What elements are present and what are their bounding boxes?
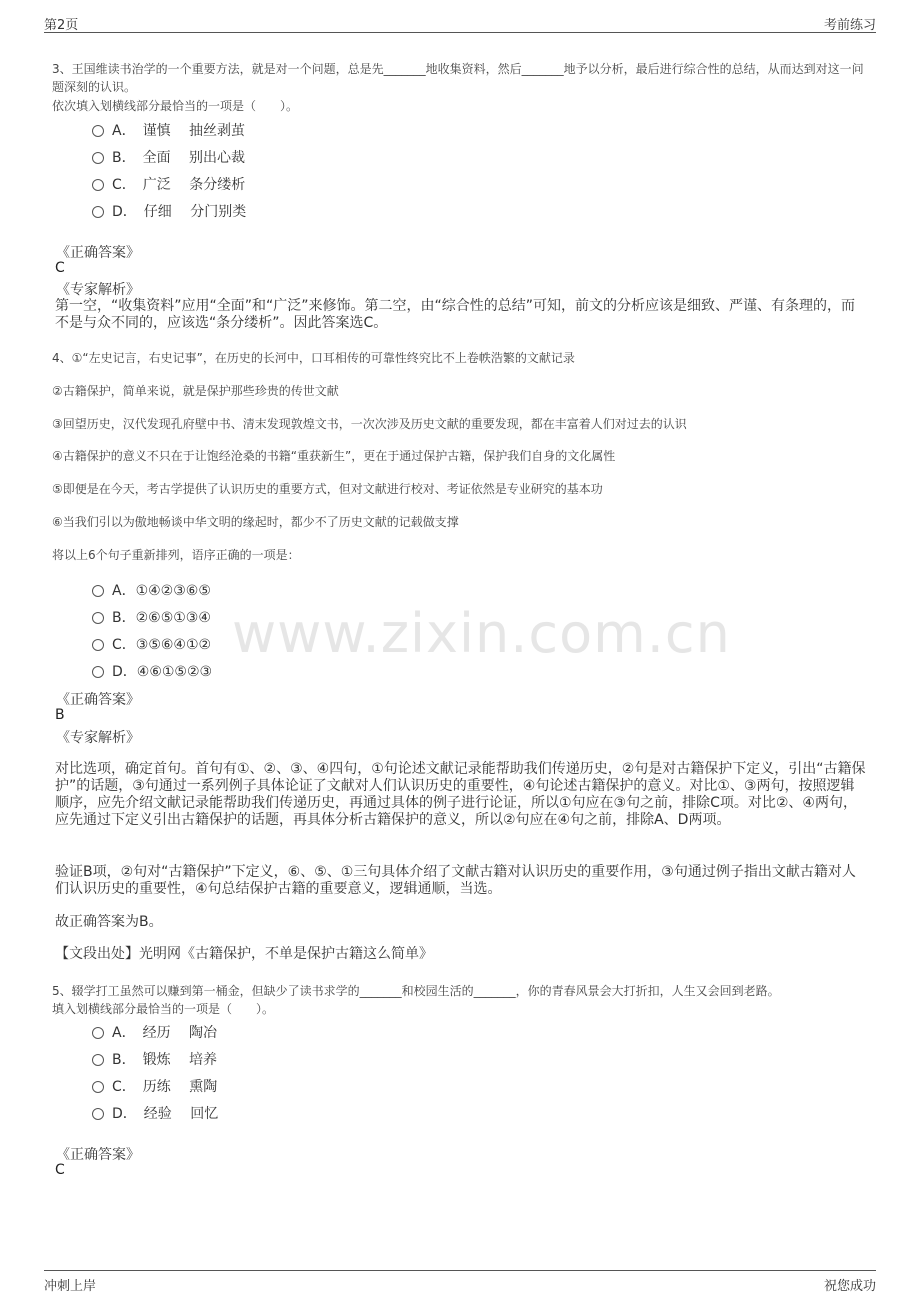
q3-option-a-label: A． 谨慎 抽丝剥茧 (112, 123, 246, 139)
radio-icon[interactable] (92, 1027, 104, 1039)
q4-option-d-label: D．④⑥①⑤②③ (112, 664, 213, 680)
q5-option-c-label: C． 历练 熏陶 (112, 1079, 218, 1095)
q4-option-b-label: B．②⑥⑤①③④ (112, 610, 211, 626)
page-footer (44, 1270, 876, 1297)
radio-icon[interactable] (92, 152, 104, 164)
q3-answer-label: 《正确答案》 (56, 245, 140, 261)
q3-option-b-label: B． 全面 别出心裁 (112, 150, 246, 166)
q5-option-d[interactable] (92, 1103, 218, 1123)
q5-answer-label: 《正确答案》 (56, 1147, 140, 1163)
page-header (44, 10, 876, 33)
q3-option-a[interactable] (92, 120, 245, 140)
q4-sentence-3: ③回望历史，汉代发现孔府壁中书、清末发现敦煌文书，一次次涉及历史文献的重要发现，都在丰富着人们对过去的认识 (52, 417, 687, 431)
q3-stem: 3、王国维读书治学的一个重要方法，就是对一个问题，总是先_______地收集资料，然后_______地予以分析，最后进行综合性的总结，从而达到对这一问题深刻的认识。 (52, 62, 864, 94)
q4-option-b[interactable] (92, 607, 211, 627)
radio-icon[interactable] (92, 179, 104, 191)
radio-icon[interactable] (92, 585, 104, 597)
q4-sentence-5: ⑤即便是在今天，考古学提供了认识历史的重要方式，但对文献进行校对、考证依然是专业研究的基本功 (52, 482, 603, 496)
q4-prompt: 将以上6个句子重新排列，语序正确的一项是： (52, 548, 300, 562)
q5-option-d-label: D． 经验 回忆 (112, 1106, 219, 1122)
q4-source: 【文段出处】光明网《古籍保护，不单是保护古籍这么简单》 (55, 946, 433, 962)
radio-icon[interactable] (92, 666, 104, 678)
footer-right-text: 祝您成功 (823, 1279, 876, 1294)
header-title: 考前练习 (823, 18, 876, 33)
q4-option-d[interactable] (92, 661, 212, 681)
radio-icon[interactable] (92, 1081, 104, 1093)
q4-sentence-6: ⑥当我们引以为傲地畅谈中华文明的缘起时，都少不了历史文献的记载做支撑 (52, 515, 459, 529)
q3-option-d[interactable] (92, 201, 246, 221)
q4-analysis-p1: 对比选项，确定首句。首句有①、②、③、④四句，①句论述文献记录能帮助我们传递历史，②句是对古籍保护下定义，引出“古籍保护”的话题，③句通过一系列例子具体论证了文献对人们认识历史的重要性，④句论述古籍保护的意义。对比①、③两句，按照逻辑顺序，应先介绍文献记录能帮助我们传递历史，再通过具体的例子进行论证，所以①句应在③句之前，排除C项。对比②、④两句，应先通过下定义引出古籍保护的话题，再具体分析古籍保护的意义，所以②句应在④句之前，排除A、D两项。 (55, 761, 866, 828)
q3-option-c-label: C． 广泛 条分缕析 (112, 177, 246, 193)
q4-option-c-label: C．③⑤⑥④①② (112, 637, 212, 653)
q4-sentence-2: ②古籍保护，简单来说，就是保护那些珍贵的传世文献 (52, 384, 339, 398)
q5-answer: C (55, 1162, 65, 1178)
q4-sentence-4: ④古籍保护的意义不只在于让饱经沧桑的书籍“重获新生”，更在于通过保护古籍，保护我们自身的文化属性 (52, 449, 616, 463)
q5-option-a[interactable] (92, 1022, 217, 1042)
q3-option-b[interactable] (92, 147, 245, 167)
q4-option-a[interactable] (92, 580, 211, 600)
q3-option-c[interactable] (92, 174, 245, 194)
q4-analysis-p2: 验证B项，②句对“古籍保护”下定义，⑥、⑤、①三句具体介绍了文献古籍对认识历史的重要作用，③句通过例子指出文献古籍对人们认识历史的重要性，④句总结保护古籍的重要意义，逻辑通顺，当选。 (55, 864, 856, 897)
q4-answer: B (55, 707, 65, 723)
q5-option-c[interactable] (92, 1076, 217, 1096)
radio-icon[interactable] (92, 639, 104, 651)
radio-icon[interactable] (92, 206, 104, 218)
q4-option-a-label: A．①④②③⑥⑤ (112, 583, 211, 599)
q5-option-a-label: A． 经历 陶冶 (112, 1025, 218, 1041)
q5-option-b-label: B． 锻炼 培养 (112, 1052, 218, 1068)
radio-icon[interactable] (92, 612, 104, 624)
q4-analysis-label: 《专家解析》 (56, 730, 140, 746)
q4-option-c[interactable] (92, 634, 211, 654)
page-number: 第2页 (44, 18, 79, 33)
q4-answer-label: 《正确答案》 (56, 692, 140, 708)
q3-analysis-label: 《专家解析》 (56, 282, 140, 298)
radio-icon[interactable] (92, 1108, 104, 1120)
radio-icon[interactable] (92, 1054, 104, 1066)
q4-analysis-p3: 故正确答案为B。 (55, 914, 163, 930)
q3-prompt: 依次填入划横线部分最恰当的一项是（ ）。 (52, 99, 299, 113)
footer-left-text: 冲刺上岸 (44, 1279, 97, 1294)
radio-icon[interactable] (92, 125, 104, 137)
q3-answer: C (55, 260, 65, 276)
q5-option-b[interactable] (92, 1049, 217, 1069)
q3-analysis: 第一空，“收集资料”应用“全面”和“广泛”来修饰。第二空，由“综合性的总结”可知，前文的分析应该是细致、严谨、有条理的，而不是与众不同的，应该选“条分缕析”。因此答案选C。 (55, 298, 856, 331)
q5-prompt: 填入划横线部分最恰当的一项是（ ）。 (52, 1002, 275, 1016)
q3-option-d-label: D． 仔细 分门别类 (112, 204, 247, 220)
watermark: www.zixin.com.cn (232, 602, 731, 665)
q4-sentence-1: 4、①“左史记言，右史记事”，在历史的长河中，口耳相传的可靠性终究比不上卷帙浩繁的文献记录 (52, 351, 575, 365)
q5-stem: 5、辍学打工虽然可以赚到第一桶金，但缺少了读书求学的_______和校园生活的_______，你的青春风景会大打折扣，人生又会回到老路。 (52, 984, 780, 998)
